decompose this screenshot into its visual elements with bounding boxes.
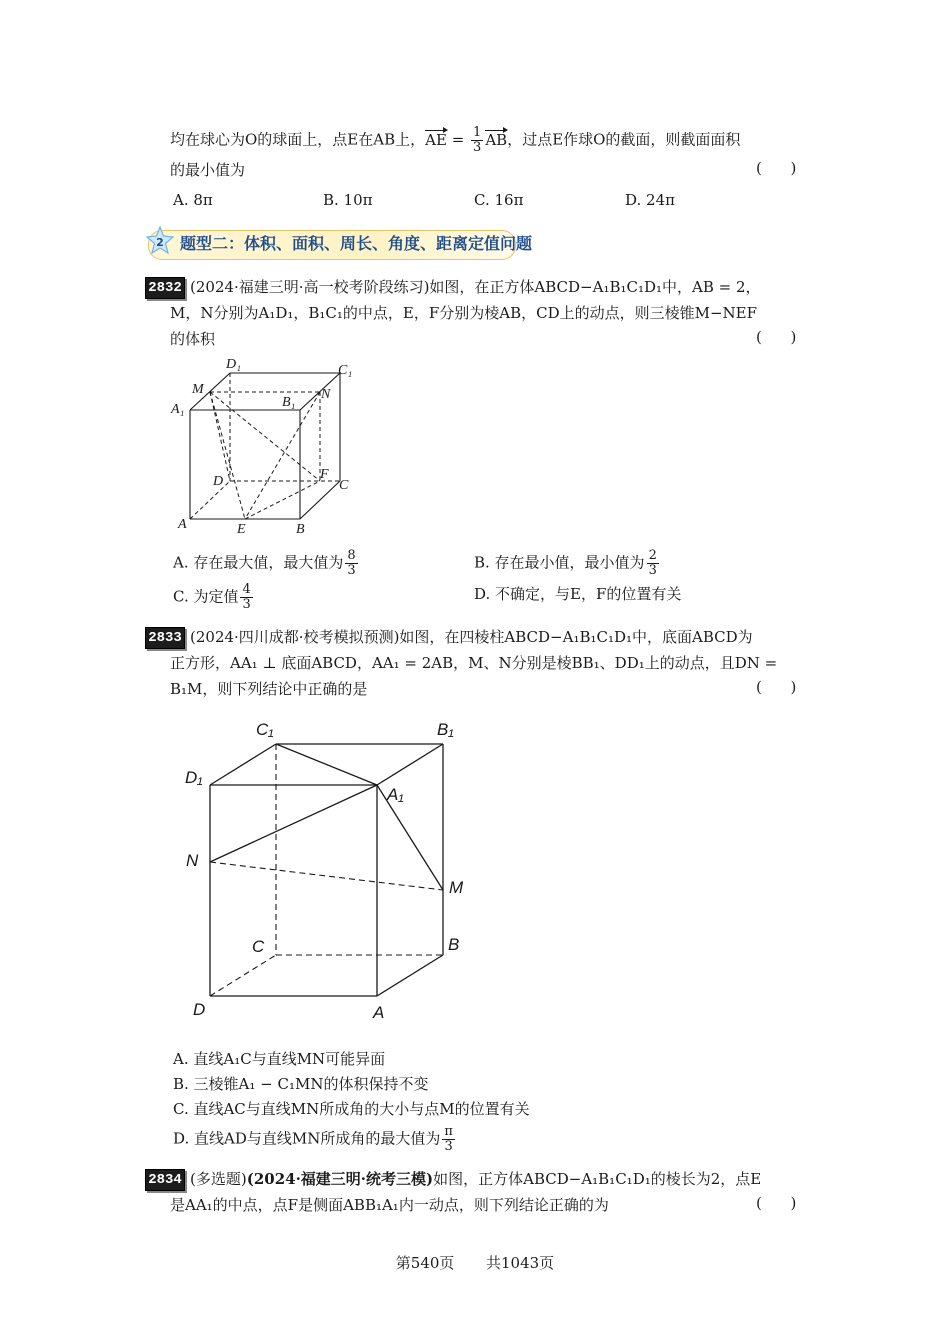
question-number-badge: 2833: [145, 627, 185, 649]
fraction-pi-over-3: $\frac{\pi}{3}$: [444, 1124, 453, 1154]
prism-diagram-2833: [175, 710, 485, 1030]
label-c: C: [252, 937, 265, 956]
label-e: E: [237, 522, 246, 537]
question-tag: (多选题): [190, 1170, 247, 1188]
vector-ab: AB: [485, 130, 508, 149]
question-text-line: B₁M，则下列结论中正确的是: [170, 680, 368, 698]
label-n: N: [186, 851, 199, 870]
label-b: B: [296, 522, 305, 537]
label-c1: C₁: [338, 363, 353, 378]
text-span: 如图，在四棱柱ABCD−A₁B₁C₁D₁中，底面ABCD为: [399, 628, 753, 646]
label-n: N: [321, 387, 331, 402]
page-total: 共1043页: [486, 1254, 555, 1272]
text-span: 如图，在正方体ABCD−A₁B₁C₁D₁中，AB = 2，: [429, 278, 761, 296]
label-a1: A₁: [387, 785, 404, 804]
option-d: D. 直线AD与直线MN所成角的最大值为 $\frac{\pi}{3}$: [173, 1124, 453, 1154]
question-text-line: M，N分别为A₁D₁，B₁C₁的中点，E，F分别为棱AB，CD上的动点，则三棱锥M−NEF: [170, 304, 758, 322]
option-b: B. 10π: [323, 191, 373, 209]
option-a: A. 存在最大值，最大值为 $\frac{8}{3}$: [173, 548, 356, 578]
question-text-line: [170, 126, 740, 155]
fraction: $\frac{4}{3}$: [242, 582, 251, 612]
label-a: A: [178, 517, 187, 532]
question-text-line: [190, 1168, 761, 1190]
fraction-one-third: $\frac{1}{3}$: [473, 125, 482, 155]
label-b: B: [448, 935, 460, 954]
section-title: 题型二：体积、面积、周长、角度、距离定值问题: [180, 234, 533, 253]
fraction: $\frac{8}{3}$: [347, 548, 356, 578]
page-footer: [0, 1252, 950, 1273]
question-text-line: 的体积: [170, 330, 216, 348]
text-span: ，过点E作球O的截面，则截面面积: [507, 130, 741, 149]
label-c: C: [339, 478, 349, 493]
label-m: M: [449, 878, 464, 897]
option-b: B. 存在最小值，最小值为 $\frac{2}{3}$: [474, 548, 657, 578]
question-text-line: [190, 276, 761, 298]
svg-text:2: 2: [156, 236, 164, 249]
label-d1: D₁: [185, 768, 203, 787]
fraction: $\frac{2}{3}$: [648, 548, 657, 578]
option-a: A. 直线A₁C与直线MN可能异面: [173, 1050, 386, 1068]
label-d1: D₁: [226, 357, 241, 372]
answer-parentheses: ( ): [756, 328, 797, 346]
label-b1: B₁: [282, 395, 296, 410]
answer-parentheses: ( ): [756, 159, 797, 177]
label-d: D: [213, 474, 224, 489]
label-a: A: [373, 1003, 385, 1022]
question-source: (2024·福建三明·统考三模): [246, 1170, 434, 1188]
question-text-line: [190, 626, 753, 648]
label-d: D: [193, 1000, 206, 1019]
option-c: C. 16π: [474, 191, 524, 209]
cube-diagram-2832: [165, 352, 375, 538]
option-d: D. 不确定，与E，F的位置有关: [474, 585, 682, 603]
equals-sign: =: [451, 130, 465, 149]
label-a1: A₁: [171, 402, 185, 417]
question-source: (2024·福建三明·高一校考阶段练习): [190, 278, 430, 296]
text-span: 如图，正方体ABCD−A₁B₁C₁D₁的棱长为2，点E: [433, 1170, 762, 1188]
vector-ae: AE: [425, 130, 447, 149]
option-b: B. 三棱锥A₁ − C₁MN的体积保持不变: [173, 1075, 429, 1093]
answer-parentheses: ( ): [756, 1194, 797, 1212]
option-c: C. 为定值 $\frac{4}{3}$: [173, 582, 251, 612]
option-d: D. 24π: [625, 191, 675, 209]
question-number-badge: 2832: [145, 277, 185, 299]
option-a: A. 8π: [173, 191, 213, 209]
option-c: C. 直线AC与直线MN所成角的大小与点M的位置有关: [173, 1100, 530, 1118]
label-b1: B₁: [437, 720, 454, 739]
label-c1: C₁: [256, 720, 274, 739]
question-source: (2024·四川成都·校考模拟预测): [190, 628, 400, 646]
label-f: F: [320, 467, 329, 482]
question-text-line: 是AA₁的中点，点F是侧面ABB₁A₁内一动点，则下列结论正确的为: [170, 1196, 609, 1214]
answer-parentheses: ( ): [756, 678, 797, 696]
question-text-line: 正方形，AA₁ ⊥ 底面ABCD，AA₁ = 2AB，M、N分别是棱BB₁、DD₁上的动点，且DN =: [170, 654, 778, 672]
label-m: M: [192, 382, 204, 397]
text-span: 均在球心为O的球面上，点E在AB上，: [170, 130, 426, 149]
question-text-line: 的最小值为: [170, 161, 246, 179]
page-number: 第540页: [395, 1254, 455, 1272]
star-badge-icon: [146, 226, 174, 256]
question-number-badge: 2834: [145, 1169, 185, 1191]
